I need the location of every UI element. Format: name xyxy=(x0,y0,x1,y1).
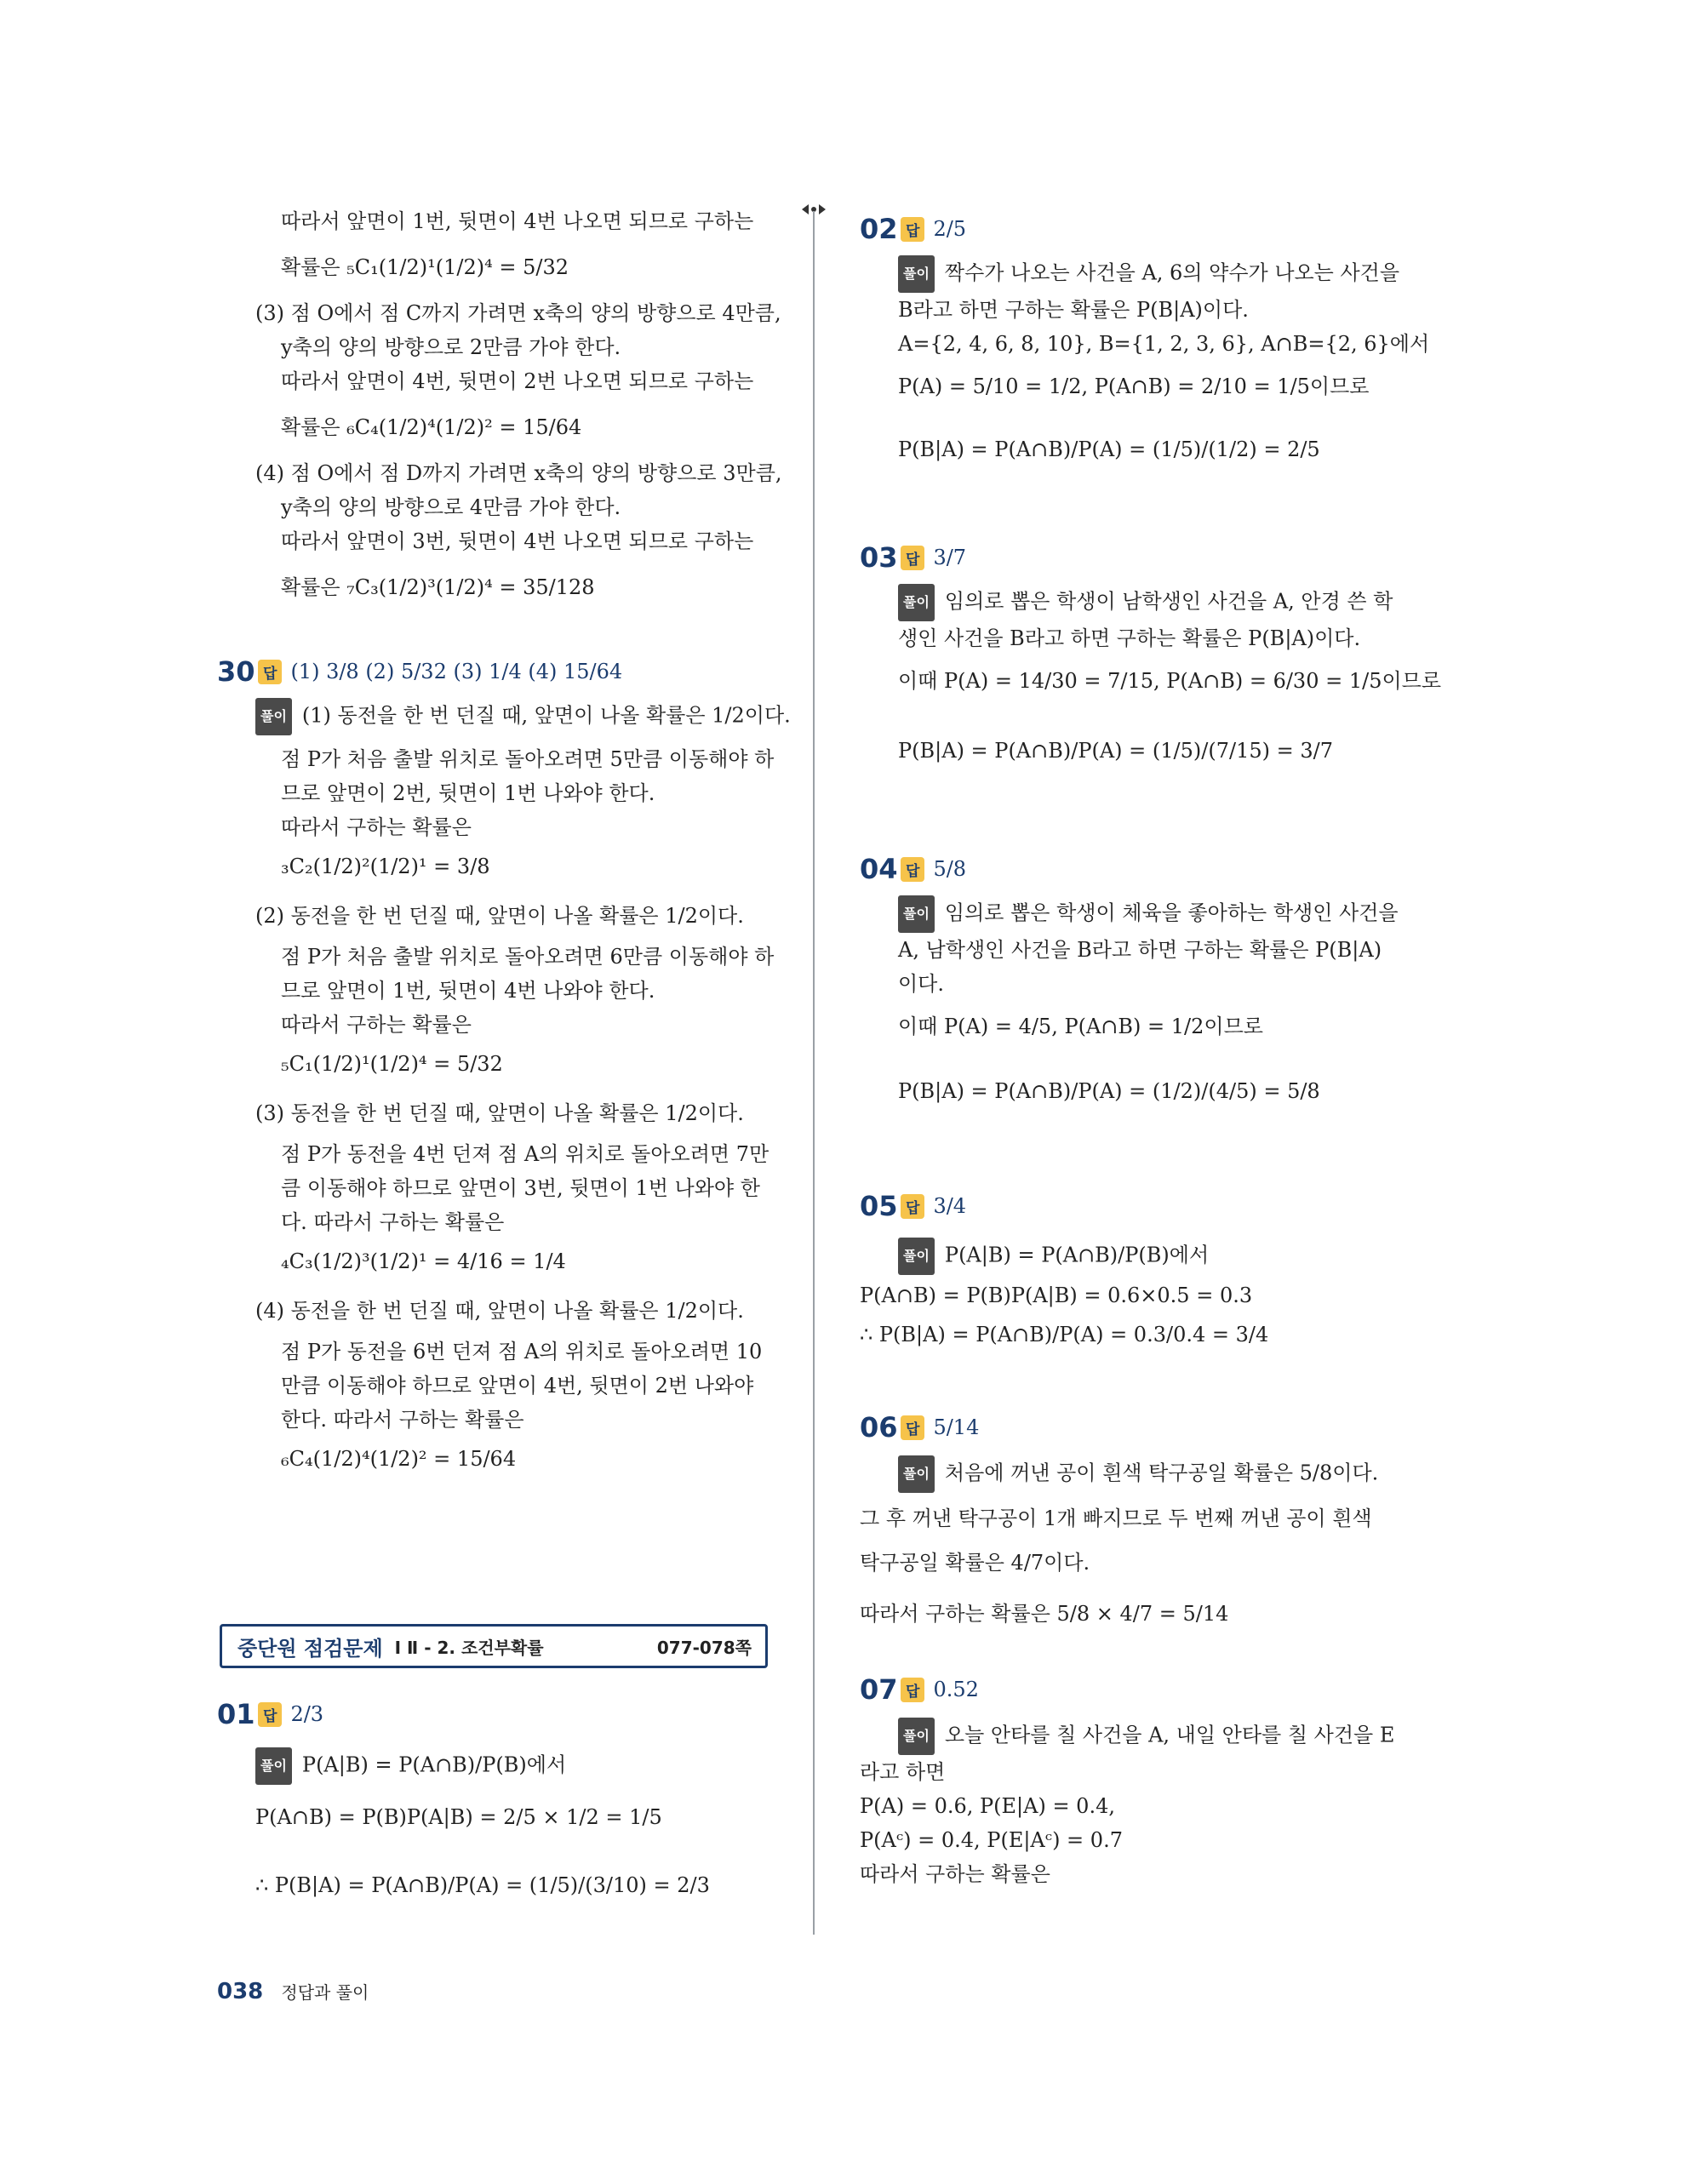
section-title: 중단원 점검문제 xyxy=(237,1636,383,1661)
text-line: (3) 동전을 한 번 던질 때, 앞면이 나올 확률은 1/2이다. xyxy=(255,1101,744,1125)
answer-text: 5/8 xyxy=(933,857,967,881)
text-line: (4) 점 O에서 점 D까지 가려면 x축의 양의 방향으로 3만큼, xyxy=(255,461,782,485)
answer-text: (1) 3/8 (2) 5/32 (3) 1/4 (4) 15/64 xyxy=(290,660,623,683)
solution-line xyxy=(860,255,1413,293)
question-number: 03 xyxy=(860,541,898,574)
formula-line: P(B|A) = P(A∩B)/P(A) = (1/5)/(7/15) = 3/7 xyxy=(898,739,1333,763)
text-line: 따라서 앞면이 4번, 뒷면이 2번 나오면 되므로 구하는 xyxy=(281,369,754,393)
solution-line xyxy=(860,1718,1413,1755)
question-number: 05 xyxy=(860,1190,898,1222)
text-line: 점 P가 동전을 6번 던져 점 A의 위치로 돌아오려면 10 xyxy=(281,1340,763,1364)
answer-badge: 답 xyxy=(258,660,282,684)
text-line: 그 후 꺼낸 탁구공이 1개 빠지므로 두 번째 꺼낸 공이 흰색 xyxy=(860,1507,1372,1530)
text-line: y축의 양의 방향으로 4만큼 가야 한다. xyxy=(281,495,621,519)
answer-badge: 답 xyxy=(901,1678,924,1702)
solution-text: P(A|B) = P(A∩B)/P(B)에서 xyxy=(301,1752,567,1777)
column-divider xyxy=(813,211,815,1935)
question-number: 02 xyxy=(860,213,898,245)
question-number: 01 xyxy=(217,1698,255,1730)
question-02-header xyxy=(860,213,1413,245)
question-04-header xyxy=(860,853,1413,885)
formula-line: 확률은 ₇C₃(1/2)³(1/2)⁴ = 35/128 xyxy=(281,575,595,599)
solution-badge: 풀이 xyxy=(255,698,292,735)
formula-line: ₅C₁(1/2)¹(1/2)⁴ = 5/32 xyxy=(281,1052,503,1076)
answer-badge: 답 xyxy=(901,1415,924,1440)
question-06-header xyxy=(860,1411,1413,1444)
formula-line: P(B|A) = P(A∩B)/P(A) = (1/5)/(1/2) = 2/5 xyxy=(898,437,1320,461)
answer-badge: 답 xyxy=(258,1702,282,1727)
text-line: 므로 앞면이 2번, 뒷면이 1번 나와야 한다. xyxy=(281,781,655,805)
solution-line xyxy=(217,1747,762,1785)
solution-badge: 풀이 xyxy=(898,1718,935,1755)
solution-badge: 풀이 xyxy=(255,1747,292,1785)
solution-line xyxy=(860,895,1413,933)
text-line: 한다. 따라서 구하는 확률은 xyxy=(281,1408,524,1432)
question-number: 06 xyxy=(860,1411,898,1444)
text-line: (4) 동전을 한 번 던질 때, 앞면이 나올 확률은 1/2이다. xyxy=(255,1299,744,1323)
text-line: 따라서 구하는 확률은 xyxy=(860,1862,1050,1886)
footer-label: 정답과 풀이 xyxy=(281,1982,369,2003)
formula-line: ∴ P(B|A) = P(A∩B)/P(A) = 0.3/0.4 = 3/4 xyxy=(860,1323,1269,1346)
right-column xyxy=(860,213,1442,1891)
question-number: 07 xyxy=(860,1673,898,1706)
text-line: 생인 사건을 B라고 하면 구하는 확률은 P(B|A)이다. xyxy=(898,626,1361,650)
formula-line: ∴ P(B|A) = P(A∩B)/P(A) = (1/5)/(3/10) = 2/3 xyxy=(255,1873,710,1897)
solution-line xyxy=(860,1238,1413,1275)
solution-line xyxy=(860,1455,1413,1493)
answer-text: 3/4 xyxy=(933,1194,967,1218)
text-line: (2) 동전을 한 번 던질 때, 앞면이 나올 확률은 1/2이다. xyxy=(255,904,744,928)
section-header-box xyxy=(220,1624,768,1668)
text-line: 므로 앞면이 1번, 뒷면이 4번 나와야 한다. xyxy=(281,979,655,1003)
solution-text: 처음에 꺼낸 공이 흰색 탁구공일 확률은 5/8이다. xyxy=(944,1461,1379,1485)
formula-line: 따라서 구하는 확률은 5/8 × 4/7 = 5/14 xyxy=(860,1602,1229,1626)
formula-line: ₆C₄(1/2)⁴(1/2)² = 15/64 xyxy=(281,1447,517,1471)
formula-line: 확률은 ₆C₄(1/2)⁴(1/2)² = 15/64 xyxy=(281,415,582,439)
solution-text: 임의로 뽑은 학생이 체육을 좋아하는 학생인 사건을 xyxy=(944,900,1399,925)
formula-line: ₃C₂(1/2)²(1/2)¹ = 3/8 xyxy=(281,855,490,878)
formula-line: P(A) = 0.6, P(E|A) = 0.4, xyxy=(860,1794,1115,1818)
formula-line: 이때 P(A) = 4/5, P(A∩B) = 1/2이므로 xyxy=(898,1015,1263,1038)
text-line: (3) 점 O에서 점 C까지 가려면 x축의 양의 방향으로 4만큼, xyxy=(255,301,781,325)
solution-line xyxy=(860,584,1413,621)
solution-badge: 풀이 xyxy=(898,1455,935,1493)
text-line: 탁구공일 확률은 4/7이다. xyxy=(860,1551,1090,1575)
text-line: y축의 양의 방향으로 2만큼 가야 한다. xyxy=(281,335,621,359)
text-line: 큼 이동해야 하므로 앞면이 3번, 뒷면이 1번 나와야 한 xyxy=(281,1176,760,1200)
solution-line xyxy=(217,698,791,735)
left-column xyxy=(217,204,791,1476)
question-number: 04 xyxy=(860,853,898,885)
formula-line: P(B|A) = P(A∩B)/P(A) = (1/2)/(4/5) = 5/8 xyxy=(898,1079,1320,1103)
solution-text: 임의로 뽑은 학생이 남학생인 사건을 A, 안경 쓴 학 xyxy=(944,589,1393,614)
formula-line: 확률은 ₅C₁(1/2)¹(1/2)⁴ = 5/32 xyxy=(281,255,569,279)
formula-line: P(Aᶜ) = 0.4, P(E|Aᶜ) = 0.7 xyxy=(860,1828,1123,1852)
solution-text: 짝수가 나오는 사건을 A, 6의 약수가 나오는 사건을 xyxy=(944,260,1400,285)
section-pages: 077-078쪽 xyxy=(656,1637,752,1658)
solution-text: (1) 동전을 한 번 던질 때, 앞면이 나올 확률은 1/2이다. xyxy=(301,703,791,728)
section-subtitle: Ⅰ Ⅱ - 2. 조건부확률 xyxy=(394,1637,544,1658)
answer-text: 2/5 xyxy=(933,217,967,241)
text-line: 점 P가 처음 출발 위치로 돌아오려면 6만큼 이동해야 하 xyxy=(281,945,775,969)
question-05-header xyxy=(860,1190,1413,1222)
answer-text: 3/7 xyxy=(933,546,967,569)
solution-text: P(A|B) = P(A∩B)/P(B)에서 xyxy=(944,1243,1210,1267)
text-line: 다. 따라서 구하는 확률은 xyxy=(281,1210,505,1234)
answer-text: 5/14 xyxy=(933,1415,980,1439)
question-07-header xyxy=(860,1673,1413,1706)
answer-badge: 답 xyxy=(901,1194,924,1219)
formula-line: P(A∩B) = P(B)P(A|B) = 0.6×0.5 = 0.3 xyxy=(860,1284,1253,1307)
text-line: 따라서 구하는 확률은 xyxy=(281,1013,472,1037)
formula-line: P(A∩B) = P(B)P(A|B) = 2/5 × 1/2 = 1/5 xyxy=(255,1805,662,1829)
formula-line: ₄C₃(1/2)³(1/2)¹ = 4/16 = 1/4 xyxy=(281,1249,566,1273)
text-line: 따라서 구하는 확률은 xyxy=(281,815,472,839)
text-line: 점 P가 처음 출발 위치로 돌아오려면 5만큼 이동해야 하 xyxy=(281,747,775,771)
page-footer xyxy=(217,1979,369,2004)
answer-badge: 답 xyxy=(901,217,924,242)
text-line: A={2, 4, 6, 8, 10}, B={1, 2, 3, 6}, A∩B={2, 6}에서 xyxy=(898,332,1430,356)
solution-text: 오늘 안타를 칠 사건을 A, 내일 안타를 칠 사건을 E xyxy=(944,1723,1395,1747)
answer-badge: 답 xyxy=(901,857,924,882)
text-line: 따라서 앞면이 3번, 뒷면이 4번 나오면 되므로 구하는 xyxy=(281,529,754,553)
answer-text: 0.52 xyxy=(933,1678,979,1701)
text-line: 이다. xyxy=(898,972,944,996)
solution-badge: 풀이 xyxy=(898,1238,935,1275)
answer-badge: 답 xyxy=(901,546,924,570)
text-line: 점 P가 동전을 4번 던져 점 A의 위치로 돌아오려면 7만 xyxy=(281,1142,769,1166)
formula-line: P(A) = 5/10 = 1/2, P(A∩B) = 2/10 = 1/5이므로 xyxy=(898,374,1370,398)
text-line: 만큼 이동해야 하므로 앞면이 4번, 뒷면이 2번 나와야 xyxy=(281,1374,754,1398)
question-number: 30 xyxy=(217,655,255,688)
text-line: 따라서 앞면이 1번, 뒷면이 4번 나오면 되므로 구하는 xyxy=(281,209,754,233)
text-line: 라고 하면 xyxy=(860,1760,946,1784)
page-number: 038 xyxy=(217,1979,264,2004)
question-30-header xyxy=(217,655,762,688)
text-line: B라고 하면 구하는 확률은 P(B|A)이다. xyxy=(898,298,1249,322)
question-01 xyxy=(217,1698,762,1902)
solution-badge: 풀이 xyxy=(898,255,935,293)
formula-line: 이때 P(A) = 14/30 = 7/15, P(A∩B) = 6/30 = 1/5이므로 xyxy=(898,669,1442,693)
text-line: A, 남학생인 사건을 B라고 하면 구하는 확률은 P(B|A) xyxy=(898,938,1382,962)
answer-text: 2/3 xyxy=(290,1702,324,1726)
solution-badge: 풀이 xyxy=(898,895,935,933)
solution-badge: 풀이 xyxy=(898,584,935,621)
question-01-header xyxy=(217,1698,762,1730)
question-03-header xyxy=(860,541,1413,574)
